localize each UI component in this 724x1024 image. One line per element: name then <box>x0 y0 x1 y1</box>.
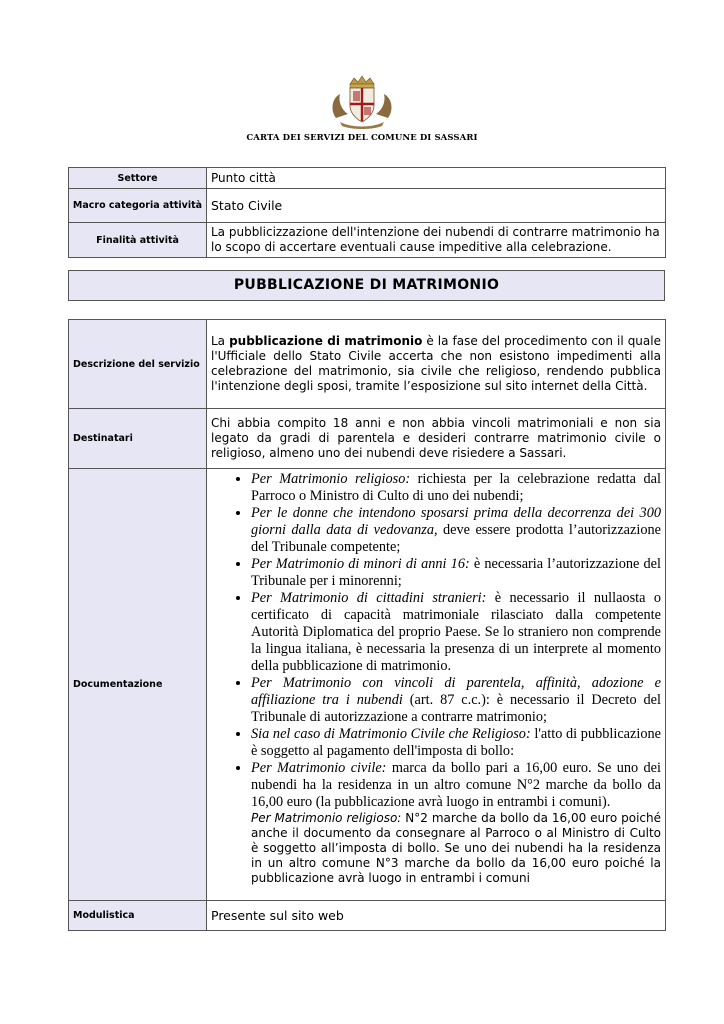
table-row <box>69 409 666 469</box>
doc-item-italic: Per Matrimonio di minori di anni 16: <box>251 556 470 572</box>
finalita-label: Finalità attività <box>69 223 207 258</box>
documentazione-label: Documentazione <box>69 469 207 901</box>
list-item <box>251 726 661 760</box>
doc-item-italic: Per Matrimonio civile: <box>251 760 387 776</box>
doc-item-italic: Per Matrimonio religioso: <box>251 471 411 487</box>
doc-item-italic: Sia nel caso di Matrimonio Civile che Religioso: <box>251 726 531 742</box>
modulistica-label: Modulistica <box>69 901 207 931</box>
doc-item-italic: Per Matrimonio con vincoli di parentela, affinità, adozione e affiliazione tra i nubendi <box>251 675 661 708</box>
table-row <box>69 168 666 189</box>
doc-item-text: è necessaria l’autorizzazione del Tribunale per i minorenni; <box>251 556 661 589</box>
doc-item-text: è necessario il nullaosta o certificato di capacità matrimoniale rilasciato dalla competente Autorità Diplomatica del proprio Paese. Se lo straniero non comprende la lingua italiana, è necessaria la presenza di un interprete al momento della pubblicazione di matrimonio. <box>251 590 662 674</box>
descrizione-prefix: La <box>211 334 230 348</box>
documentazione-tail <box>207 811 661 886</box>
list-item <box>251 760 661 811</box>
doc-tail-italic: Per Matrimonio religioso: <box>251 811 402 825</box>
table-row <box>69 223 666 258</box>
details-table <box>68 319 666 931</box>
list-item <box>251 471 661 505</box>
finalita-value: La pubblicizzazione dell'intenzione dei nubendi di contrarre matrimonio ha lo scopo di accertare eventuali cause impeditive alla celebrazione. <box>207 223 666 258</box>
header-title: CARTA DEI SERVIZI DEL COMUNE DI SASSARI <box>246 133 478 143</box>
table-row <box>69 189 666 223</box>
table-row <box>69 469 666 901</box>
list-item <box>251 505 661 556</box>
modulistica-value: Presente sul sito web <box>207 901 666 931</box>
documentazione-value <box>207 469 666 901</box>
coat-of-arms-logo <box>326 74 398 130</box>
list-item <box>251 556 661 590</box>
list-item <box>251 675 661 726</box>
destinatari-value: Chi abbia compito 18 anni e non abbia vincoli matrimoniali e non sia legato da gradi di parentela e desideri contrarre matrimonio civile o religioso, almeno uno dei nubendi deve risiedere a Sassari. <box>207 409 666 469</box>
descrizione-value <box>207 320 666 409</box>
settore-label: Settore <box>69 168 207 189</box>
descrizione-bold: pubblicazione di matrimonio <box>229 334 423 348</box>
doc-item-text: deve essere prodotta l’autorizzazione del Tribunale competente; <box>251 522 661 555</box>
settore-value: Punto città <box>207 168 666 189</box>
doc-item-text: marca da bollo pari a 16,00 euro. Se uno dei nubendi ha la residenza in un altro comune N°2 marche da bollo da 16,00 euro (la pubblicazione avrà luogo in entrambi i comuni). <box>251 760 661 810</box>
macro-categoria-value: Stato Civile <box>207 189 666 223</box>
doc-item-text: richiesta per la celebrazione redatta dal Parroco o Ministro di Culto di uno dei nubendi; <box>251 471 661 504</box>
table-row <box>69 320 666 409</box>
destinatari-label: Destinatari <box>69 409 207 469</box>
macro-categoria-label: Macro categoria attività <box>69 189 207 223</box>
doc-item-text: l'atto di pubblicazione è soggetto al pagamento dell'imposta di bollo: <box>251 726 661 759</box>
descrizione-label: Descrizione del servizio <box>69 320 207 409</box>
doc-item-italic: Per Matrimonio di cittadini stranieri: <box>251 590 487 606</box>
table-row <box>69 901 666 931</box>
descrizione-rest: è la fase del procedimento con il quale l'Ufficiale dello Stato Civile accerta che non esistono impedimenti alla celebrazione del matrimonio, sia civile che religioso, rendendo pubblica l'intenzione degli sposi, tramite l’esposizione sul sito internet della Città. <box>211 334 661 393</box>
section-title: PUBBLICAZIONE DI MATRIMONIO <box>68 270 665 301</box>
list-item <box>251 590 661 675</box>
doc-tail-text: N°2 marche da bollo da 16,00 euro poiché anche il documento da consegnare al Parroco o al Ministro di Culto è soggetto all’imposta di bollo. Se uno dei nubendi ha la residenza in un altro comune N°3 marche da bollo da 16,00 euro poiché la pubblicazione avrà luogo in entrambi i comuni <box>251 811 661 885</box>
info-table <box>68 167 666 258</box>
documentazione-list <box>207 471 661 811</box>
doc-item-text: (art. 87 c.c.): è necessario il Decreto del Tribunale di autorizzazione a contrarre matrimonio; <box>251 692 661 725</box>
doc-item-italic: Per le donne che intendono sposarsi prima della decorrenza dei 300 giorni dalla data di vedovanza, <box>251 505 661 538</box>
